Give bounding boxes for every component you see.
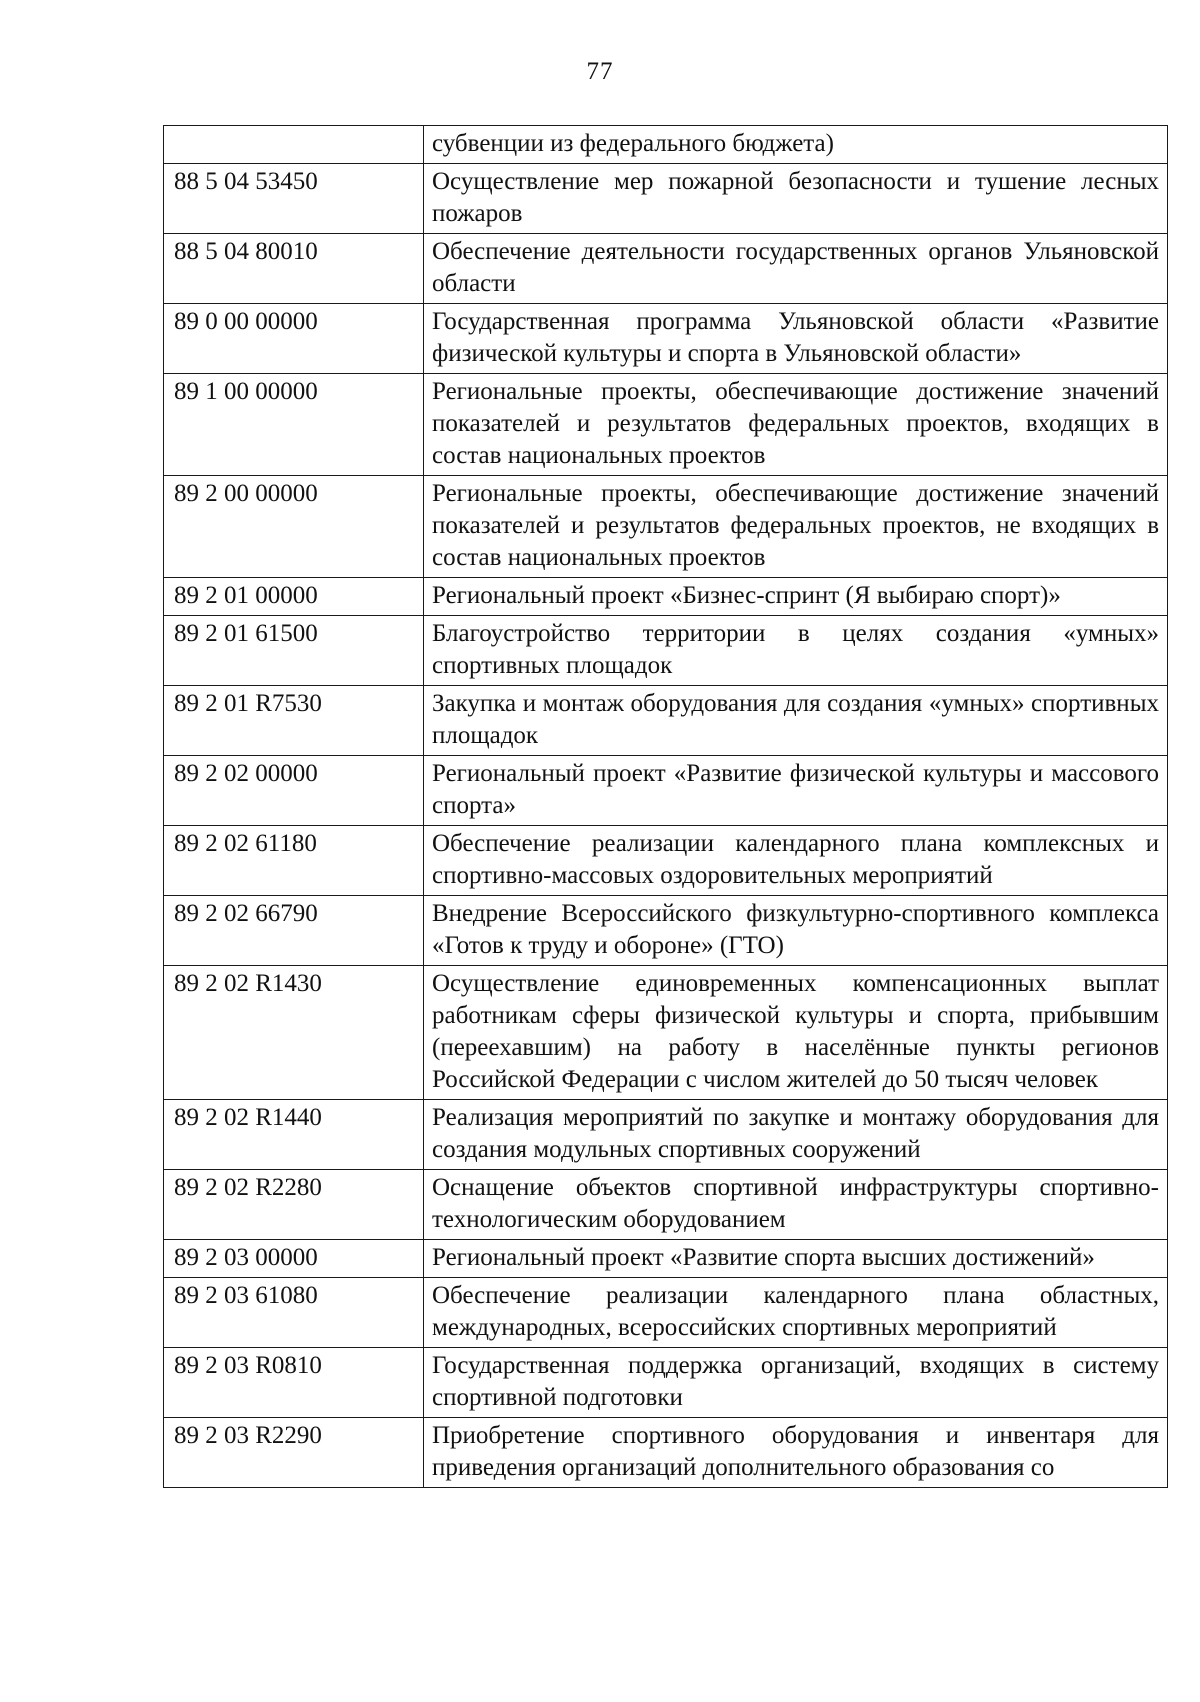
row-code: 89 2 02 R1430 xyxy=(164,966,424,1100)
row-description: Приобретение спортивного оборудования и инвентаря для приведения организаций дополнительного образования со xyxy=(424,1418,1168,1488)
row-description: Государственная программа Ульяновской области «Развитие физической культуры и спорта в Ульяновской области» xyxy=(424,304,1168,374)
table-row xyxy=(164,1100,1168,1170)
table-row xyxy=(164,164,1168,234)
table-row xyxy=(164,126,1168,164)
row-description: Региональный проект «Развитие спорта высших достижений» xyxy=(424,1240,1168,1278)
row-description: Осуществление единовременных компенсационных выплат работникам сферы физической культуры и спорта, прибывшим (переехавшим) на работу в населённые пункты регионов Российской Федерации с числом жителей до 50 тысяч человек xyxy=(424,966,1168,1100)
row-code: 89 2 02 R2280 xyxy=(164,1170,424,1240)
page-number: 77 xyxy=(586,58,614,85)
row-description: Осуществление мер пожарной безопасности и тушение лесных пожаров xyxy=(424,164,1168,234)
table-row xyxy=(164,896,1168,966)
row-description: Внедрение Всероссийского физкультурно-спортивного комплекса «Готов к труду и обороне» (ГТО) xyxy=(424,896,1168,966)
row-code: 89 2 02 66790 xyxy=(164,896,424,966)
table-row xyxy=(164,578,1168,616)
table-row xyxy=(164,1418,1168,1488)
row-code: 89 2 01 00000 xyxy=(164,578,424,616)
row-code: 88 5 04 80010 xyxy=(164,234,424,304)
row-description: Оснащение объектов спортивной инфраструктуры спортивно-технологическим оборудованием xyxy=(424,1170,1168,1240)
row-description: Государственная поддержка организаций, входящих в систему спортивной подготовки xyxy=(424,1348,1168,1418)
table-row xyxy=(164,686,1168,756)
row-description: Обеспечение реализации календарного плана областных, международных, всероссийских спортивных мероприятий xyxy=(424,1278,1168,1348)
row-description: Региональные проекты, обеспечивающие достижение значений показателей и результатов федеральных проектов, не входящих в состав национальных проектов xyxy=(424,476,1168,578)
row-code: 89 2 03 61080 xyxy=(164,1278,424,1348)
row-code: 89 1 00 00000 xyxy=(164,374,424,476)
row-code: 89 2 02 R1440 xyxy=(164,1100,424,1170)
row-description: Закупка и монтаж оборудования для создания «умных» спортивных площадок xyxy=(424,686,1168,756)
row-description: Региональный проект «Развитие физической культуры и массового спорта» xyxy=(424,756,1168,826)
row-code xyxy=(164,126,424,164)
table-row xyxy=(164,1278,1168,1348)
row-description: Обеспечение деятельности государственных органов Ульяновской области xyxy=(424,234,1168,304)
row-description: субвенции из федерального бюджета) xyxy=(424,126,1168,164)
table-row xyxy=(164,826,1168,896)
table-row xyxy=(164,966,1168,1100)
row-code: 89 2 00 00000 xyxy=(164,476,424,578)
row-code: 89 2 02 00000 xyxy=(164,756,424,826)
table-row xyxy=(164,616,1168,686)
table-row xyxy=(164,374,1168,476)
table-row xyxy=(164,1240,1168,1278)
table-row xyxy=(164,756,1168,826)
row-code: 89 2 01 61500 xyxy=(164,616,424,686)
row-code: 89 0 00 00000 xyxy=(164,304,424,374)
row-code: 89 2 02 61180 xyxy=(164,826,424,896)
table-row xyxy=(164,476,1168,578)
row-code: 89 2 01 R7530 xyxy=(164,686,424,756)
row-description: Реализация мероприятий по закупке и монтажу оборудования для создания модульных спортивных сооружений xyxy=(424,1100,1168,1170)
row-description: Благоустройство территории в целях создания «умных» спортивных площадок xyxy=(424,616,1168,686)
table-row xyxy=(164,1348,1168,1418)
row-code: 88 5 04 53450 xyxy=(164,164,424,234)
row-description: Обеспечение реализации календарного плана комплексных и спортивно-массовых оздоровительных мероприятий xyxy=(424,826,1168,896)
row-description: Региональный проект «Бизнес-спринт (Я выбираю спорт)» xyxy=(424,578,1168,616)
table-body xyxy=(164,126,1168,1488)
row-code: 89 2 03 R0810 xyxy=(164,1348,424,1418)
table-row xyxy=(164,304,1168,374)
row-code: 89 2 03 R2290 xyxy=(164,1418,424,1488)
row-description: Региональные проекты, обеспечивающие достижение значений показателей и результатов федеральных проектов, входящих в состав национальных проектов xyxy=(424,374,1168,476)
row-code: 89 2 03 00000 xyxy=(164,1240,424,1278)
table-row xyxy=(164,1170,1168,1240)
budget-classification-table xyxy=(163,125,1168,1488)
table-row xyxy=(164,234,1168,304)
